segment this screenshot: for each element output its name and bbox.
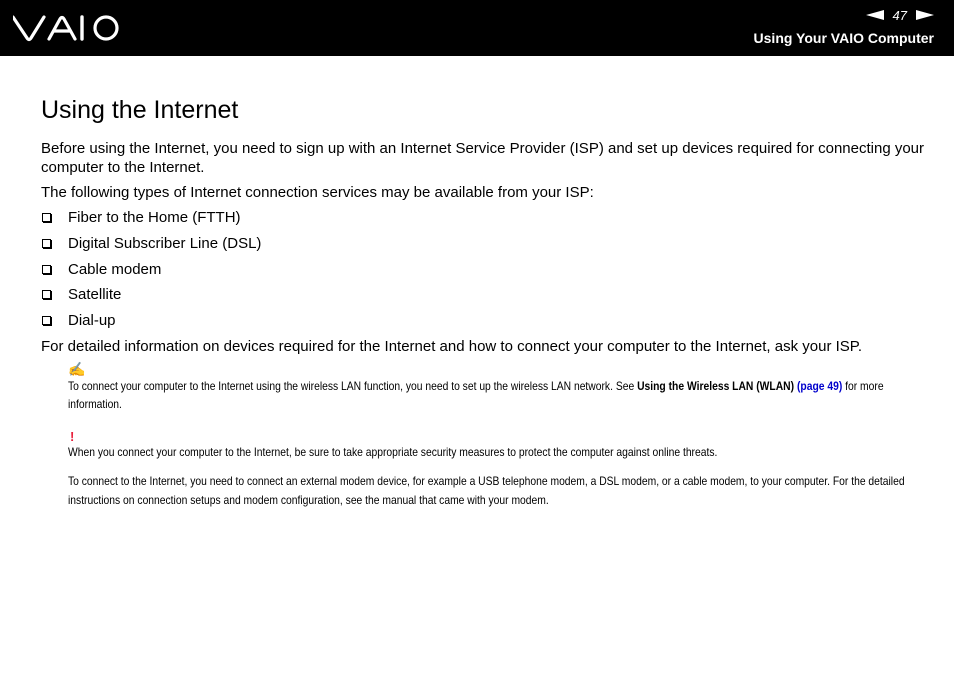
list-item (41, 260, 931, 279)
page-title: Using the Internet (41, 96, 239, 124)
section-title: Using Your VAIO Computer (753, 30, 934, 46)
checkbox-bullet-icon (42, 239, 51, 248)
list-item-label: Cable modem (68, 260, 162, 278)
connection-types-list (41, 208, 931, 330)
list-item-label: Dial-up (68, 312, 116, 330)
list-item (41, 311, 931, 330)
modem-note: To connect to the Internet, you need to connect an external modem device, for example a USB telephone modem, a DSL modem, or a cable modem, to your computer. For the detailed instructions on connection setups and modem configuration, see the manual that came with your modem. (68, 474, 905, 507)
vaio-logo (13, 14, 121, 47)
page-navigation (866, 7, 934, 23)
details-paragraph: For detailed information on devices required for the Internet and how to connect your computer to the Internet, ask your ISP. (41, 337, 863, 355)
checkbox-bullet-icon (42, 265, 51, 274)
intro-paragraph: Before using the Internet, you need to sign up with an Internet Service Provider (ISP) and set up devices required for connecting your computer to the Internet. (41, 140, 925, 176)
main-content (41, 92, 931, 509)
notes-section (68, 362, 913, 510)
connection-types-intro: The following types of Internet connection services may be available from your ISP: (41, 184, 594, 201)
previous-page-icon[interactable] (866, 10, 884, 20)
checkbox-bullet-icon (42, 213, 51, 222)
list-item-label: Digital Subscriber Line (DSL) (68, 234, 262, 252)
wireless-lan-note: To connect your computer to the Internet using the wireless LAN function, you need to set up the wireless LAN network. See Using the Wireless LAN (WLAN) (page 49) for more information. (68, 378, 884, 412)
next-page-icon[interactable] (916, 10, 934, 20)
list-item-label: Satellite (68, 286, 122, 304)
list-item (41, 234, 931, 253)
page-header (0, 0, 954, 56)
list-item-label: Fiber to the Home (FTTH) (68, 209, 241, 226)
wlan-reference: Using the Wireless LAN (WLAN) (637, 378, 795, 393)
pencil-note-icon: ✍ (68, 360, 86, 377)
page-49-link[interactable]: (page 49) (796, 378, 843, 393)
list-item (41, 285, 931, 304)
checkbox-bullet-icon (42, 316, 51, 325)
list-item (41, 208, 931, 227)
page-number: 47 (892, 7, 907, 23)
exclamation-icon: ! (70, 428, 75, 444)
security-warning: When you connect your computer to the Internet, be sure to take appropriate security measures to protect the computer against online threats. (68, 444, 718, 459)
checkbox-bullet-icon (42, 290, 51, 299)
